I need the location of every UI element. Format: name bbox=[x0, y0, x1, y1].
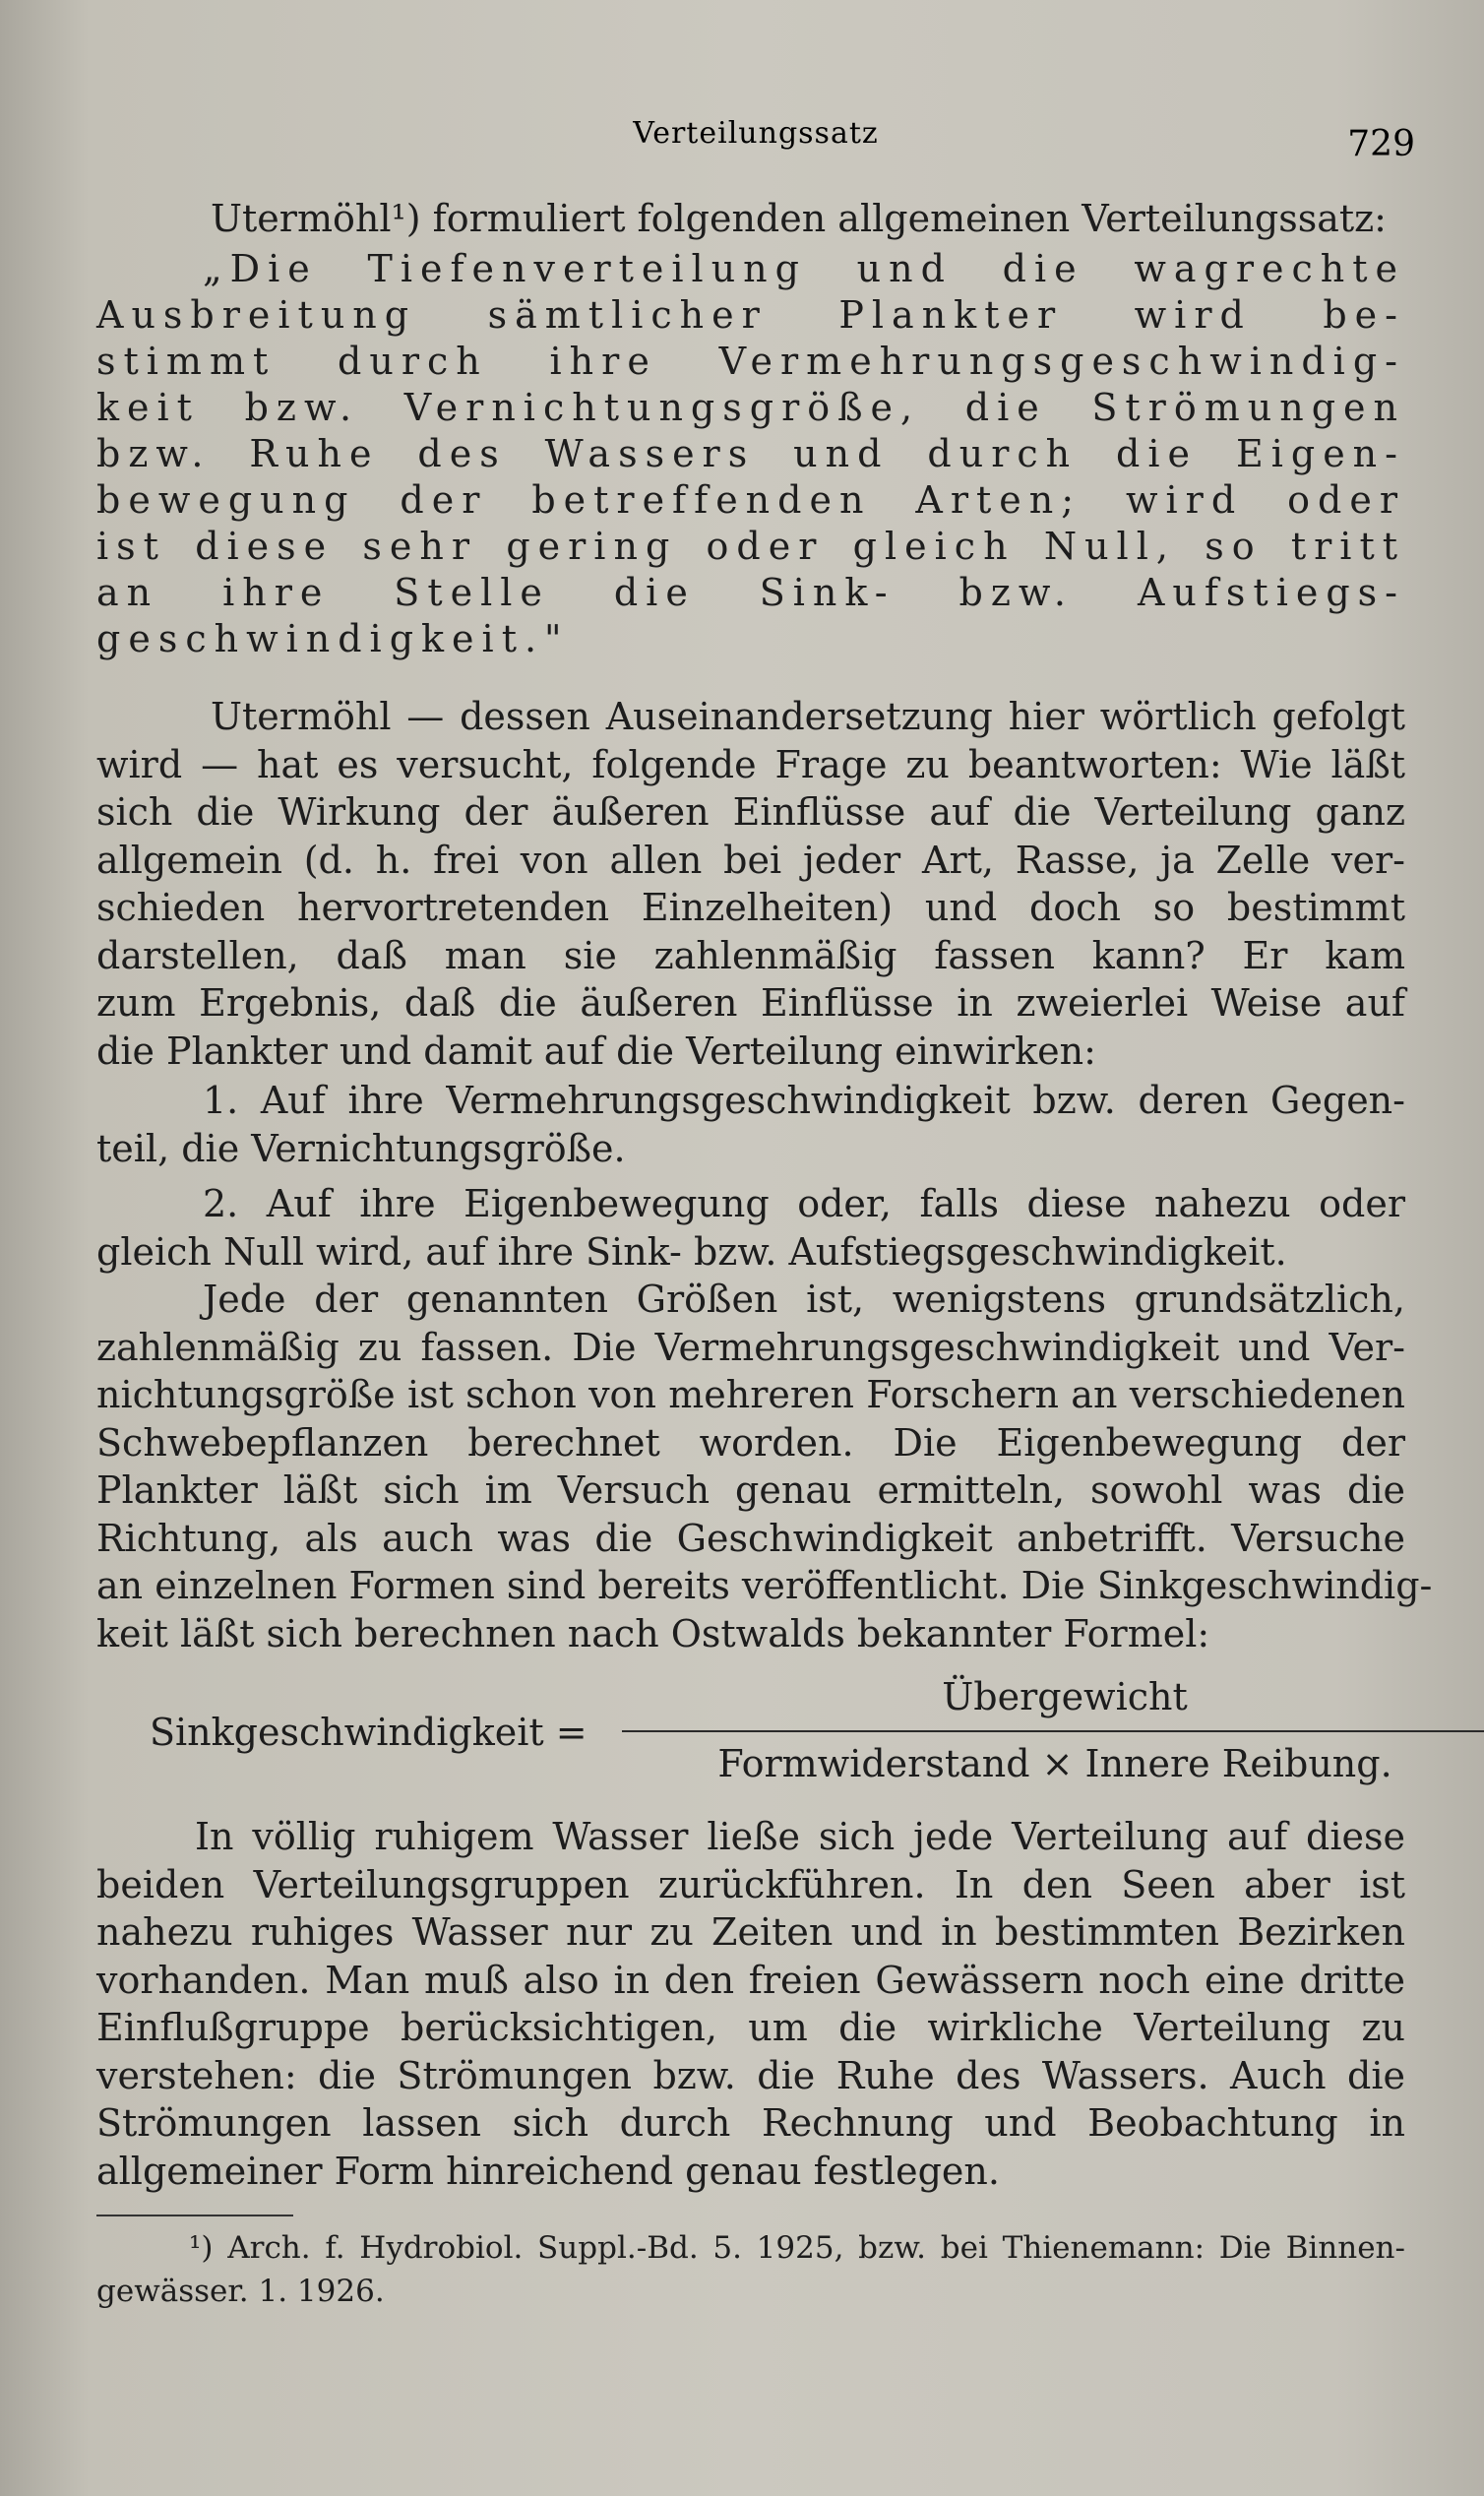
quote-line: ist diese sehr gering oder gleich Null, so tritt bbox=[96, 525, 1405, 568]
text-line: keit läßt sich berechnen nach Ostwalds bekannter Formel: bbox=[96, 1611, 1210, 1655]
footnote-rule bbox=[96, 2215, 293, 2216]
text-line: Strömungen lassen sich durch Rechnung und Beobachtung in bbox=[96, 2101, 1405, 2145]
text-line: darstellen, daß man sie zahlenmäßig fassen kann? Er kam bbox=[96, 933, 1405, 977]
quote-line: an ihre Stelle die Sink- bzw. Aufstiegs- bbox=[96, 571, 1405, 614]
text-line: Jede der genannten Größen ist, wenigstens grundsätzlich, bbox=[203, 1278, 1405, 1321]
formula-numerator: Übergewicht bbox=[942, 1675, 1188, 1718]
running-title: Verteilungssatz bbox=[633, 116, 879, 151]
text-line: allgemein (d. h. frei von allen bei jeder Art, Rasse, ja Zelle ver- bbox=[96, 838, 1405, 882]
text-line: allgemeiner Form hinreichend genau festlegen. bbox=[96, 2149, 1000, 2193]
intro-paragraph bbox=[96, 195, 1405, 243]
formula-lhs: Sinkgeschwindigkeit = bbox=[150, 1711, 587, 1754]
text-line: Plankter läßt sich im Versuch genau ermitteln, sowohl was die bbox=[96, 1468, 1405, 1512]
quote-line: geschwindigkeit." bbox=[96, 617, 570, 660]
text-line: die Plankter und damit auf die Verteilung einwirken: bbox=[96, 1029, 1096, 1073]
quote-line: Ausbreitung sämtlicher Plankter wird be- bbox=[96, 293, 1405, 337]
text-line: Utermöhl¹) formuliert folgenden allgemeinen Verteilungssatz: bbox=[211, 197, 1387, 240]
quote-line: stimmt durch ihre Vermehrungsgeschwindig- bbox=[96, 340, 1405, 383]
quote-line: bzw. Ruhe des Wassers und durch die Eigen- bbox=[96, 432, 1405, 475]
text-line: wird — hat es versucht, folgende Frage zu beantworten: Wie läßt bbox=[96, 742, 1405, 786]
footnote-line: gewässer. 1. 1926. bbox=[96, 2274, 385, 2309]
quote-line: „Die Tiefenverteilung und die wagrechte bbox=[203, 247, 1405, 290]
formula-denominator: Formwiderstand × Innere Reibung. bbox=[717, 1742, 1392, 1785]
text-line: zahlenmäßig zu fassen. Die Vermehrungsgeschwindigkeit und Ver- bbox=[96, 1325, 1405, 1369]
paragraph-ruhiges-wasser bbox=[96, 1813, 1405, 2195]
text-line: vorhanden. Man muß also in den freien Gewässern noch eine dritte bbox=[96, 1958, 1405, 2002]
text-line: Utermöhl — dessen Auseinandersetzung hier wörtlich gefolgt bbox=[211, 695, 1405, 738]
list-item: gleich Null wird, auf ihre Sink- bzw. Aufstiegsgeschwindigkeit. bbox=[96, 1229, 1287, 1274]
text-line: nahezu ruhiges Wasser nur zu Zeiten und in bestimmten Bezirken bbox=[96, 1910, 1405, 1954]
verteilungssatz-quote bbox=[96, 246, 1405, 662]
text-line: nichtungsgröße ist schon von mehreren Forschern an verschiedenen bbox=[96, 1373, 1405, 1416]
text-line: zum Ergebnis, daß die äußeren Einflüsse in zweierlei Weise auf bbox=[96, 981, 1405, 1025]
page-number: 729 bbox=[1347, 124, 1415, 164]
text-line: Einflußgruppe berücksichtigen, um die wirkliche Verteilung zu bbox=[96, 2006, 1405, 2049]
quote-line: bewegung der betreffenden Arten; wird oder bbox=[96, 478, 1405, 522]
list-item: 2. Auf ihre Eigenbewegung oder, falls diese nahezu oder bbox=[203, 1182, 1405, 1225]
page-header bbox=[96, 116, 1415, 175]
text-line: schieden hervortretenden Einzelheiten) und doch so bestimmt bbox=[96, 886, 1405, 929]
fraction-bar bbox=[622, 1730, 1484, 1732]
text-line: Richtung, als auch was die Geschwindigkeit anbetrifft. Versuche bbox=[96, 1516, 1405, 1560]
footnote-line: ¹) Arch. f. Hydrobiol. Suppl.-Bd. 5. 1925, bzw. bei Thienemann: Die Binnen- bbox=[189, 2230, 1405, 2266]
text-line: beiden Verteilungsgruppen zurückführen. In den Seen aber ist bbox=[96, 1862, 1405, 1906]
text-line: Schwebepflanzen berechnet worden. Die Eigenbewegung der bbox=[96, 1420, 1405, 1465]
text-line: In völlig ruhigem Wasser ließe sich jede Verteilung auf diese bbox=[195, 1815, 1405, 1858]
footnote bbox=[96, 2226, 1405, 2313]
list-item: 1. Auf ihre Vermehrungsgeschwindigkeit bzw. deren Gegen- bbox=[203, 1079, 1405, 1122]
text-line: verstehen: die Strömungen bzw. die Ruhe des Wassers. Auch die bbox=[96, 2053, 1405, 2097]
paragraph-utermoehl bbox=[96, 693, 1405, 1075]
text-line: sich die Wirkung der äußeren Einflüsse auf die Verteilung ganz bbox=[96, 790, 1405, 834]
numbered-list bbox=[96, 1077, 1405, 1276]
text-line: an einzelnen Formen sind bereits veröffentlicht. Die Sinkgeschwindig- bbox=[96, 1564, 1433, 1607]
list-item: teil, die Vernichtungsgröße. bbox=[96, 1126, 626, 1170]
paragraph-groessen bbox=[96, 1276, 1433, 1657]
sink-velocity-formula bbox=[150, 1675, 1392, 1785]
quote-line: keit bzw. Vernichtungsgröße, die Strömungen bbox=[96, 386, 1405, 429]
